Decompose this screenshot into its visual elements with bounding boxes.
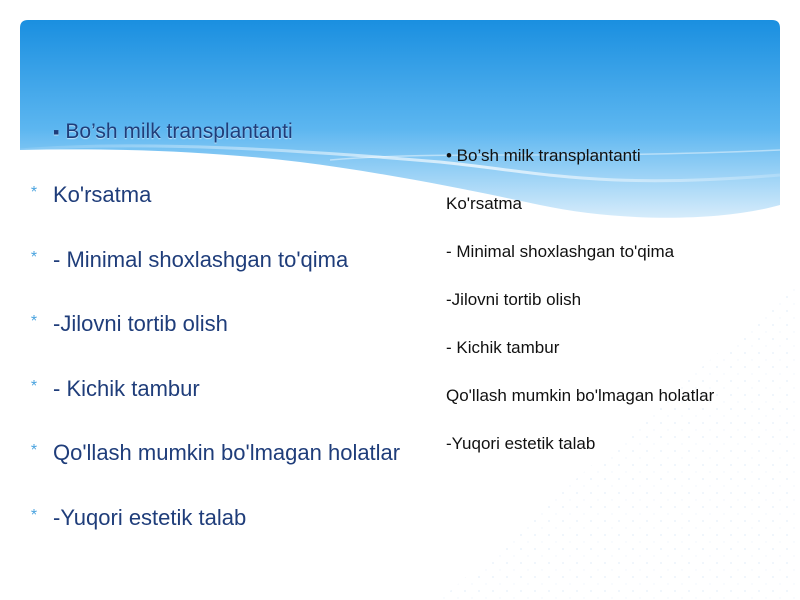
title-text: Bo’sh milk transplantanti	[65, 120, 293, 143]
right-text-line: Qo'llash mumkin bo'lmagan holatlar	[446, 386, 715, 405]
right-text-line: - Kichik tambur	[446, 338, 560, 357]
asterisk-bullet-icon: *	[30, 506, 38, 524]
title-bullet-icon: ▪	[53, 122, 60, 142]
asterisk-bullet-icon: *	[30, 248, 38, 266]
right-text-line: Ko'rsatma	[446, 194, 522, 213]
slide-title	[53, 120, 293, 144]
asterisk-bullet-icon: *	[30, 377, 38, 395]
asterisk-bullet-icon: *	[30, 184, 38, 201]
right-text-line: -Yuqori estetik talab	[446, 434, 596, 453]
right-text-line: - Minimal shoxlashgan to'qima	[446, 242, 675, 261]
slide: ▪ Bo’sh milk transplantanti * Ko'rsatma * - Minimal shoxlashgan to'qima * -Jilovni tortib olish * - Kichik tambur * Qo'llash mumkin bo'lmagan holatlar * -Yuqori estetik talab • Bo’sh milk transplantanti Ko'rsatma - Minimal shoxlashgan to'qima -Jilovni tortib olish - Kichik tambur Qo'llash mumkin bo'lmagan holatlar -Yuqori estetik talab	[0, 0, 800, 600]
asterisk-bullet-icon: *	[30, 313, 38, 331]
right-text-block	[446, 146, 714, 482]
right-text-line: • Bo’sh milk transplantanti	[446, 146, 641, 165]
right-text-line: -Jilovni tortib olish	[446, 290, 582, 309]
asterisk-bullet-icon: *	[30, 442, 38, 460]
